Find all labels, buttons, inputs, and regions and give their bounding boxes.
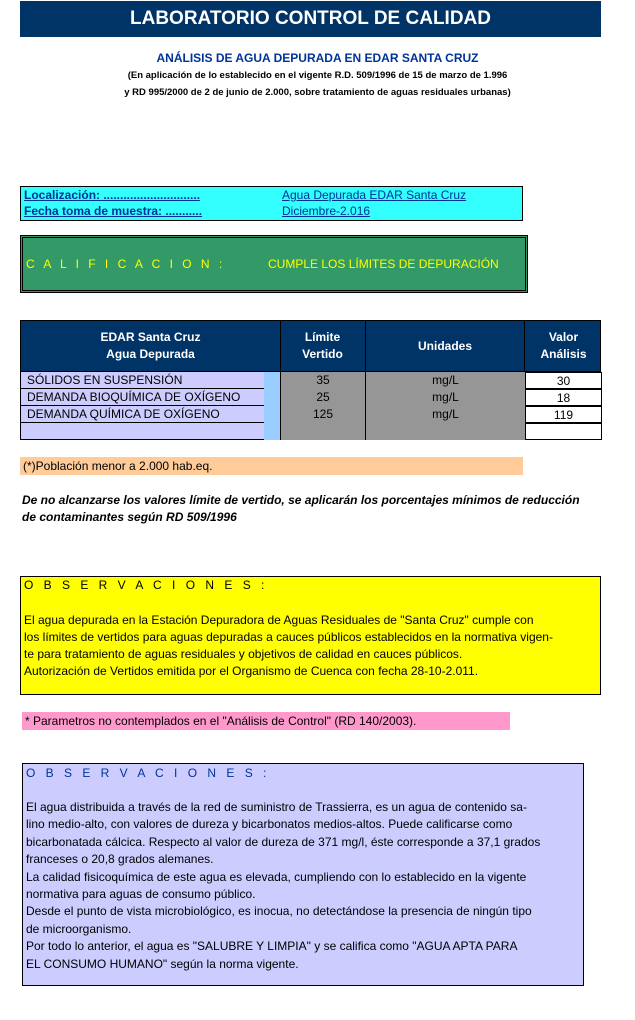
header-limite-line2: Vertido bbox=[302, 347, 343, 361]
param-cell bbox=[21, 423, 264, 440]
observaciones-line: Desde el punto de vista microbiológico, es inocua, no detectándose la presencia de ningún tipo bbox=[26, 904, 532, 919]
header-valor bbox=[525, 321, 602, 371]
table-row bbox=[21, 406, 602, 423]
warning-line: de contaminantes según RD 509/1996 bbox=[22, 510, 237, 524]
report-subtitle: ANÁLISIS DE AGUA DEPURADA EN EDAR SANTA CRUZ bbox=[156, 51, 479, 65]
limit-cell: 35 bbox=[280, 372, 365, 389]
header-valor-line2: Análisis bbox=[540, 347, 587, 361]
table-row bbox=[21, 372, 602, 389]
fecha-value: Diciembre-2.016 bbox=[282, 204, 371, 218]
param-cell: DEMANDA QUÍMICA DE OXÍGENO bbox=[21, 406, 264, 423]
limit-cell: 125 bbox=[280, 406, 365, 423]
table-body bbox=[20, 372, 601, 440]
observaciones-line: El agua distribuida a través de la red de suministro de Trassierra, es un agua de contenido sa- bbox=[26, 800, 527, 814]
header-edar bbox=[21, 321, 280, 371]
localizacion-row bbox=[24, 188, 466, 204]
param-cell-shade bbox=[264, 372, 280, 389]
fecha-label: Fecha toma de muestra: ........... bbox=[24, 204, 203, 218]
param-cell: DEMANDA BIOQUÍMICA DE OXÍGENO bbox=[21, 389, 264, 406]
poblacion-note: (*)Población menor a 2.000 hab.eq. bbox=[20, 457, 523, 475]
report-title bbox=[20, 1, 601, 37]
location-box bbox=[20, 186, 523, 221]
value-cell: 30 bbox=[525, 372, 602, 389]
observaciones-line: de microorganismo. bbox=[26, 921, 132, 936]
calificacion-box bbox=[20, 235, 528, 293]
header-limite-line1: Límite bbox=[304, 330, 341, 344]
regulation-line-1: (En aplicación de lo establecido en el vigente R.D. 509/1996 de 15 de marzo de 1.996 bbox=[127, 70, 508, 81]
observaciones-depuracion-box bbox=[20, 576, 601, 695]
value-cell: 119 bbox=[525, 406, 602, 423]
unit-cell bbox=[365, 423, 525, 440]
observaciones-line: La calidad fisicoquímica de este agua es elevada, cumpliendo con lo establecido en la vigente bbox=[26, 869, 527, 884]
header-limite bbox=[280, 321, 365, 371]
observaciones-line: Autorización de Vertidos emitida por el Organismo de Cuenca con fecha 28-10-2.011. bbox=[24, 664, 479, 678]
table-row bbox=[21, 423, 602, 440]
observaciones-line: lino medio-alto, con valores de dureza y bicarbonatos medios-altos. Puede calificarse como bbox=[26, 817, 513, 832]
observaciones-heading: O B S E R V A C I O N E S : bbox=[26, 766, 270, 780]
param-cell-shade bbox=[264, 389, 280, 406]
warning-line: De no alcanzarse los valores límite de vertido, se aplicarán los porcentajes mínimos de reducción bbox=[22, 493, 580, 507]
limit-cell: 25 bbox=[280, 389, 365, 406]
value-cell bbox=[525, 423, 602, 440]
unit-cell: mg/L bbox=[365, 372, 525, 389]
observaciones-line: Por todo lo anterior, el agua es "SALUBRE Y LIMPIA" y se califica como "AGUA APTA PARA bbox=[26, 939, 518, 954]
table-header bbox=[20, 320, 601, 372]
param-cell: SÓLIDOS EN SUSPENSIÓN bbox=[21, 372, 264, 389]
observaciones-line: te para tratamiento de aguas residuales y objetivos de calidad en cauces públicos. bbox=[24, 647, 463, 661]
localizacion-value: Agua Depurada EDAR Santa Cruz bbox=[282, 188, 467, 202]
localizacion-label: Localización: ............................. bbox=[24, 188, 201, 202]
unit-cell: mg/L bbox=[365, 406, 525, 423]
fecha-row bbox=[24, 204, 370, 220]
observaciones-text bbox=[24, 612, 599, 680]
observaciones-text bbox=[26, 799, 582, 973]
report-title-text: LABORATORIO CONTROL DE CALIDAD bbox=[130, 8, 491, 29]
limit-cell bbox=[280, 423, 365, 440]
observaciones-line: normativa para aguas de consumo público. bbox=[26, 887, 256, 902]
observaciones-line: bicarbonatada cálcica. Respecto al valor de dureza de 371 mg/l, éste corresponde a 37,1 grados bbox=[26, 834, 541, 849]
regulation-line-2: y RD 995/2000 de 2 de junio de 2.000, sobre tratamiento de aguas residuales urbanas) bbox=[124, 87, 511, 98]
unit-cell: mg/L bbox=[365, 389, 525, 406]
param-cell-shade bbox=[264, 423, 280, 440]
observaciones-line: franceses o 20,8 grados alemanes. bbox=[26, 852, 214, 867]
header-unidades-text: Unidades bbox=[417, 338, 472, 353]
observaciones-heading: O B S E R V A C I O N E S : bbox=[24, 578, 268, 592]
calificacion-value: CUMPLE LOS LÍMITES DE DEPURACIÓN bbox=[268, 257, 499, 271]
header-valor-line1: Valor bbox=[548, 330, 579, 344]
table-row bbox=[21, 389, 602, 406]
reduction-warning bbox=[22, 492, 632, 526]
observaciones-line: EL CONSUMO HUMANO" según la norma vigente. bbox=[26, 956, 299, 971]
parametros-note: * Parametros no contemplados en el "Análisis de Control" (RD 140/2003). bbox=[22, 712, 510, 730]
calificacion-label: C A L I F I C A C I O N : bbox=[26, 257, 226, 271]
param-cell-shade bbox=[264, 406, 280, 423]
value-cell: 18 bbox=[525, 389, 602, 406]
observaciones-consumo-box bbox=[22, 763, 584, 986]
observaciones-line: El agua depurada en la Estación Depuradora de Aguas Residuales de "Santa Cruz" cumple con bbox=[24, 613, 534, 627]
header-edar-line2: Agua Depurada bbox=[106, 347, 195, 361]
observaciones-line: los límites de vertidos para aguas depuradas a cauces públicos establecidos en la normativa vigen- bbox=[24, 630, 553, 644]
header-edar-line1: EDAR Santa Cruz bbox=[100, 330, 201, 344]
header-unidades bbox=[365, 321, 525, 371]
